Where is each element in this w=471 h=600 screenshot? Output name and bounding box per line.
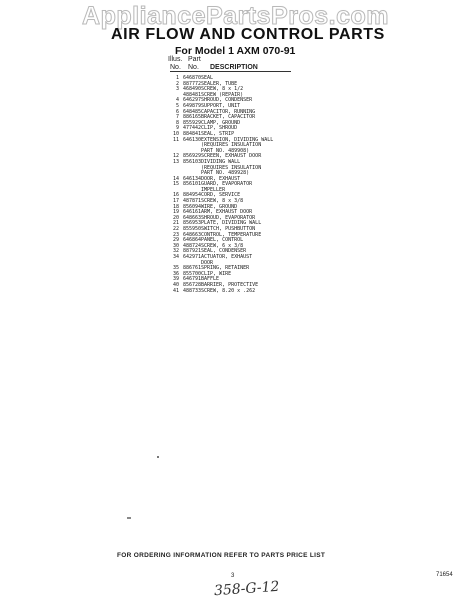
illus-number: 11 [172,136,179,143]
watermark: AppliancePartsPros.com [82,2,389,30]
page-number: 3 [231,573,235,579]
page-title: AIR FLOW AND CONTROL PARTS [111,26,385,43]
part-description: SCREW (REPAIR) [201,91,244,98]
part-description: PART NO. 489908) [201,147,250,154]
part-number: 855929 [183,119,202,126]
part-number: 887772 [183,80,202,87]
part-number: 646870 [183,75,202,81]
illus-number: 2 [175,80,179,87]
part-number: 648663 [183,231,202,238]
illus-number: 39 [172,276,179,283]
illus-number: 15 [172,181,179,188]
illus-number: 1 [175,75,179,81]
part-number: 646297 [183,97,202,104]
part-number: 468490 [183,86,202,93]
part-number: 856094 [183,203,202,210]
part-number: 887921 [183,248,202,255]
part-number: 884841 [183,130,202,137]
part-description: ARM, EXHAUST DOOR [201,209,253,216]
part-description: SEAL, CONDENSER [201,248,247,255]
part-number: 884954 [183,192,202,199]
part-description: IMPELLER [201,186,226,193]
part-description: DOOR, EXHAUST [201,175,241,182]
part-description: DOOR [201,259,214,266]
part-number: 646864 [183,237,202,244]
illus-number: 6 [175,108,179,115]
part-number: 856728 [183,281,202,288]
illus-number: 21 [172,220,179,227]
part-description: DIVIDING WALL [201,158,241,165]
part-description: ACTUATOR, EXHAUST [201,254,253,260]
part-number: 642971 [183,254,202,260]
part-number: 488481 [183,91,202,98]
part-number: 886165 [183,114,202,121]
part-description: SCREW, 6 x 3/8 [201,242,244,249]
part-number: 488724 [183,242,202,249]
header-divider [170,71,291,72]
part-number: 648663 [183,214,202,221]
part-description: PART NO. 489928) [201,170,250,177]
illus-number: 3 [175,86,179,93]
part-description: CORD, SERVICE [201,192,241,199]
illus-number: 32 [172,248,179,255]
part-number: 646161 [183,209,202,216]
part-number: 886761 [183,265,202,272]
illus-number: 9 [175,125,179,132]
ordering-info: FOR ORDERING INFORMATION REFER TO PARTS PRICE LIST [117,552,326,559]
part-number: 856929 [183,153,202,160]
part-number: 856953 [183,220,202,227]
illus-number: 7 [175,114,179,121]
illus-number: 16 [172,192,179,199]
illus-number: 10 [172,130,179,137]
part-description: CONTROL, TEMPERATURE [201,231,262,238]
part-description: SCREW, 8 x 1/2 [201,86,244,93]
illus-number: 40 [172,281,179,288]
part-description: SHROUD, CONDENSER [201,97,253,104]
header-illus: Illus. [168,56,183,63]
header-no-2: No. [188,64,199,71]
part-description: CLIP, SHROUD [201,125,238,132]
part-number: 487871 [183,198,202,205]
illus-number: 41 [172,287,179,294]
part-description: SCREW, 8 x 3/8 [201,198,244,205]
part-number: 646791 [183,276,202,283]
illus-number: 20 [172,214,179,221]
part-description: BARRIER, PROTECTIVE [201,281,259,288]
part-description: SEALER, TUBE [201,80,238,87]
part-number: 646134 [183,175,202,182]
part-number: 488733 [183,287,202,294]
illus-number: 29 [172,237,179,244]
part-description: BAFFLE [201,276,220,283]
handwritten-note: 358-G-12 [213,578,280,600]
part-description: CAPACITOR, RUNNING [201,108,256,115]
header-no-1: No. [170,64,181,71]
part-description: PANEL, CONTROL [201,237,244,244]
part-description: SUPPORT, UNIT [201,102,241,109]
illus-number: 5 [175,102,179,109]
illus-number: 23 [172,231,179,238]
illus-number: 30 [172,242,179,249]
part-number: 856101 [183,181,202,188]
header-part: Part [188,56,201,63]
stray-mark [127,517,131,519]
part-description: CLIP, WIRE [201,270,232,277]
illus-number: 12 [172,153,179,160]
part-description: EXTENSION, DIVIDING WALL [201,136,274,143]
part-number: 477442 [183,125,202,132]
part-number: 646130 [183,136,202,143]
illus-number: 35 [172,265,179,272]
stray-mark [157,456,159,458]
illus-number: 4 [175,97,179,104]
illus-number: 22 [172,226,179,233]
document-number: 71654 [436,572,453,578]
part-number: 856103 [183,158,202,165]
illus-number: 36 [172,270,179,277]
model-line: For Model 1 AXM 070-91 [175,45,296,57]
part-description: BRACKET, CAPACITOR [201,114,256,121]
part-description: SWITCH, PUSHBUTTON [201,226,256,233]
illus-number: 17 [172,198,179,205]
part-number: 855700 [183,270,202,277]
part-description: PLATE, DIVIDING WALL [201,220,262,227]
illus-number: 14 [172,175,179,182]
part-description: SCREEN, EXHAUST DOOR [201,153,262,160]
illus-number: 19 [172,209,179,216]
part-description: SEAL [201,75,214,81]
header-description: DESCRIPTION [210,64,258,71]
part-number: 648485 [183,108,202,115]
part-description: (REQUIRES INSULATION [201,142,262,149]
illus-number: 13 [172,158,179,165]
part-description: (REQUIRES INSULATION [201,164,262,171]
part-description: SHROUD, EVAPORATOR [201,214,256,221]
part-description: WIRE, GROUND [201,203,238,210]
illus-number: 18 [172,203,179,210]
part-number: 649879 [183,102,202,109]
part-description: GUARD, EVAPORATOR [201,181,253,188]
part-description: CLAMP, GROUND [201,119,241,126]
part-number: 855950 [183,226,202,233]
part-description: SCREW, 8.20 x .262 [201,287,256,294]
part-description: SEAL, STRIP [201,130,235,137]
part-description: SPRING, RETAINER [201,265,250,272]
illus-number: 34 [172,254,179,260]
illus-number: 8 [175,119,179,126]
